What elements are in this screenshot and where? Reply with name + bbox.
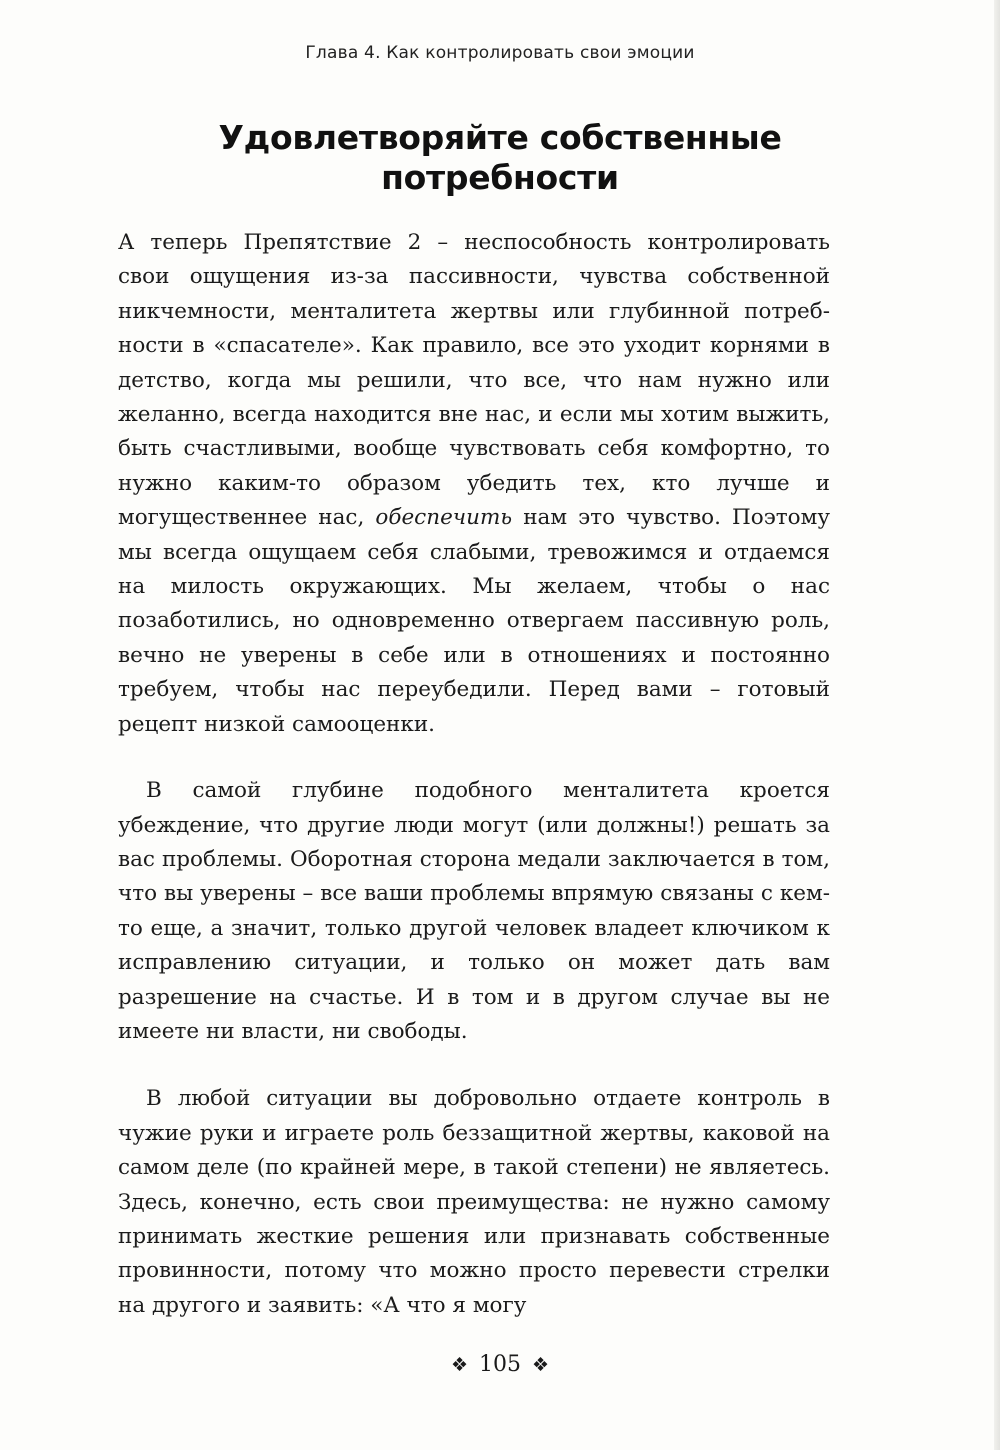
ornament-right-icon: ❖ [532,1354,550,1376]
page-number: 105 [479,1352,521,1377]
paragraph-1-text-end: нам это чувство. Поэтому мы всегда ощущаем себя слабыми, тревожимся и отдаемся на милость окружающих. Мы желаем, чтобы о нас позаботились, но одновременно отвергаем пассивную роль, вечно не уверены в себе или в отношениях и постоянно требуем, чтобы нас переубедили. Перед вами – готовый рецепт низкой самооценки. [118,505,830,737]
page-footer [0,1352,1000,1377]
section-title-line-1: Удовлетворяйте собственные [218,118,782,157]
ornament-left-icon: ❖ [450,1354,468,1376]
paragraph-3: В любой ситуации вы добровольно отдаете контроль в чужие руки и играете роль беззащитной жертвы, каковой на самом деле (по крайней мере, в такой степени) не являетесь. Здесь, конечно, есть свои преимущества: не нужно самому принимать жесткие решения или признавать собственные провинности, потому что можно просто перевести стрелки на другого и заявить: «А что я могу [118,1086,830,1318]
running-header: Глава 4. Как контролировать свои эмоции [305,43,695,63]
paragraph-1-emphasis: обеспечить [375,505,513,531]
section-title [120,118,880,198]
paragraph-1 [118,226,830,742]
paragraph-1-text-start: А теперь Препятствие 2 – неспособность контролировать свои ощущения из-за пассивности, чувства собственной никчемности, менталитета жертвы или глубинной потребности в «спасателе». Как правило, все это уходит корнями в детство, когда мы решили, что все, что нам нужно или желанно, всегда находится вне нас, и если мы хотим выжить, быть счастливыми, вообще чувствовать себя комфортно, то нужно каким-то образом убедить тех, кто лучше и могущественнее нас, [118,230,830,531]
section-title-line-2: потребности [381,158,619,197]
page-edge [994,0,1000,1450]
body-text [118,226,830,1323]
paragraph-2: В самой глубине подобного менталитета кроется убеждение, что другие люди могут (или должны!) решать за вас проблемы. Оборотная сторона медали заключается в том, что вы уверены – все ваши проблемы впрямую связаны с кем-то еще, а значит, только другой человек владеет ключиком к исправлению ситуации, и только он может дать вам разрешение на счастье. И в том и в другом случае вы не имеете ни власти, ни свободы. [118,778,830,1044]
